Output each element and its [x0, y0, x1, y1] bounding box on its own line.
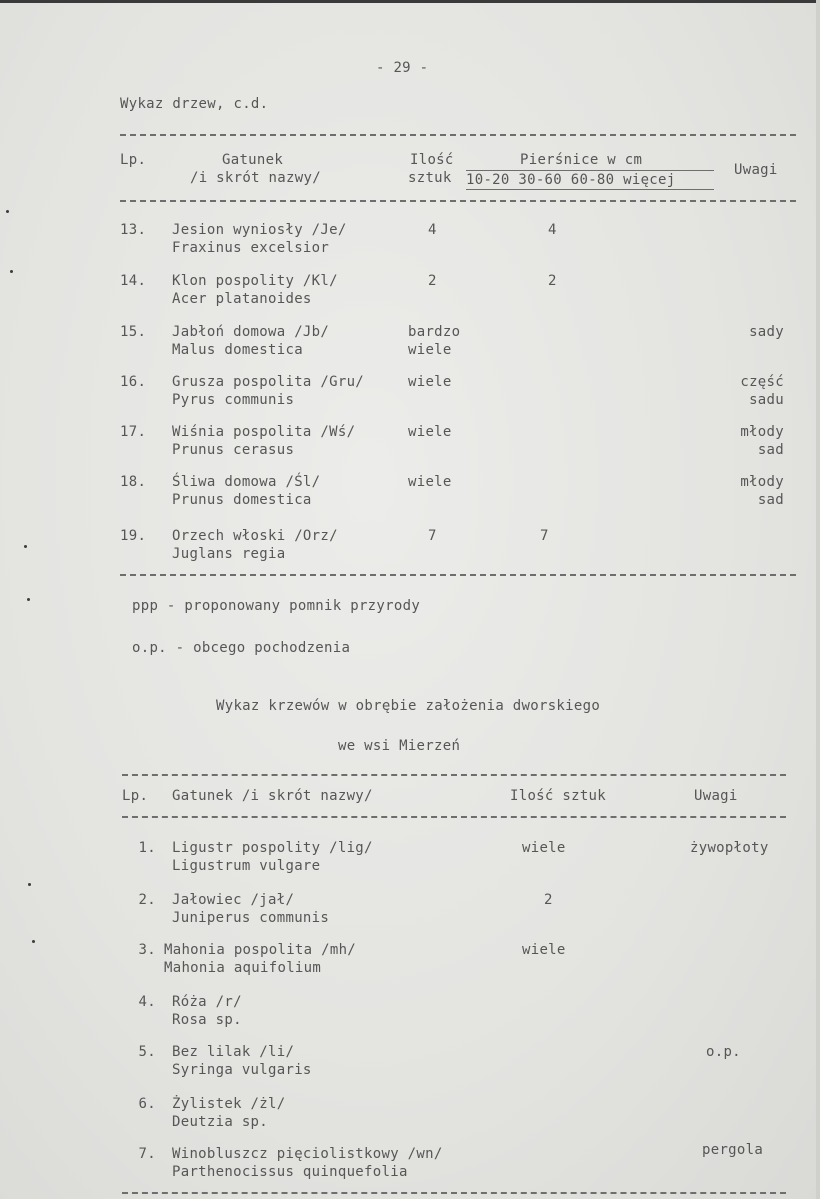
shrub-latin: Mahonia aquifolium — [164, 960, 322, 976]
species-latin: Malus domestica — [172, 342, 303, 358]
shrub-latin: Deutzia sp. — [172, 1114, 269, 1130]
shrub-name: Róża /r/ — [172, 994, 242, 1010]
shrub-latin: Parthenocissus quinquefolia — [172, 1164, 408, 1180]
table2-subtitle: we wsi Mierzeń — [338, 738, 461, 754]
table1-header-notes: Uwagi — [734, 162, 778, 178]
row-number: 5. — [138, 1044, 156, 1060]
shrub-latin: Juniperus communis — [172, 910, 330, 926]
table1-header-underline-2 — [466, 189, 714, 190]
species-name: Klon pospolity /Kl/ — [172, 273, 338, 289]
row-number: 3. — [138, 942, 156, 958]
row-note: pergola — [702, 1142, 764, 1158]
species-quantity-line2: wiele — [408, 342, 452, 358]
shrub-quantity: wiele — [522, 840, 566, 856]
species-name: Śliwa domowa /Śl/ — [172, 474, 321, 490]
species-name: Grusza pospolita /Gru/ — [172, 374, 365, 390]
table1-header-qty-unit: sztuk — [408, 170, 452, 186]
species-latin: Prunus cerasus — [172, 442, 295, 458]
table1-header-circumference: Pierśnice w cm — [520, 152, 643, 168]
species-latin: Acer platanoides — [172, 291, 312, 307]
species-latin: Prunus domestica — [172, 492, 312, 508]
species-quantity: 7 — [428, 528, 437, 544]
legend-ppp: ppp - proponowany pomnik przyrody — [132, 598, 421, 614]
species-quantity: wiele — [408, 374, 452, 390]
table1-caption: Wykaz drzew, c.d. — [120, 96, 269, 112]
row-number: 2. — [138, 892, 156, 908]
shrub-latin: Rosa sp. — [172, 1012, 242, 1028]
table1-header-ranges: 10-20 30-60 60-80 więcej — [466, 172, 676, 188]
margin-dot — [6, 210, 9, 213]
table1-header-species: Gatunek — [222, 152, 284, 168]
row-number: 13. — [120, 222, 147, 238]
row-note: młody — [740, 474, 784, 490]
row-number: 7. — [138, 1146, 156, 1162]
table2-header-species: Gatunek /i skrót nazwy/ — [172, 788, 373, 804]
shrub-name: Ligustr pospolity /lig/ — [172, 840, 373, 856]
shrub-name: Jałowiec /jał/ — [172, 892, 295, 908]
row-note: sady — [749, 324, 784, 340]
row-number: 19. — [120, 528, 147, 544]
row-note-line2: sad — [757, 492, 784, 508]
table1-header-underline — [466, 170, 714, 171]
species-latin: Pyrus communis — [172, 392, 295, 408]
shrub-quantity: wiele — [522, 942, 566, 958]
table1-bottom-rule — [120, 574, 796, 576]
margin-dot — [10, 270, 13, 273]
row-note-line2: sadu — [749, 392, 784, 408]
table1-header-rule — [120, 200, 796, 202]
page-number: - 29 - — [376, 60, 429, 76]
table2-title: Wykaz krzewów w obrębie założenia dworskiego — [216, 698, 601, 714]
row-number: 4. — [138, 994, 156, 1010]
species-latin: Juglans regia — [172, 546, 286, 562]
row-note: część — [740, 374, 784, 390]
shrub-name: Żylistek /żl/ — [172, 1096, 286, 1112]
row-number: 6. — [138, 1096, 156, 1112]
species-quantity: 4 — [428, 222, 437, 238]
table2-top-rule — [122, 774, 786, 776]
table1-header-qty: Ilość — [410, 152, 454, 168]
page-right-edge — [816, 0, 820, 1199]
row-note: o.p. — [706, 1044, 741, 1060]
row-number: 16. — [120, 374, 147, 390]
species-name: Orzech włoski /Orz/ — [172, 528, 338, 544]
row-note: młody — [740, 424, 784, 440]
circumference-value: 7 — [540, 528, 549, 544]
margin-dot — [32, 940, 35, 943]
species-quantity: wiele — [408, 474, 452, 490]
row-number: 15. — [120, 324, 147, 340]
table2-header-notes: Uwagi — [694, 788, 738, 804]
circumference-value: 4 — [548, 222, 557, 238]
shrub-name: Mahonia pospolita /mh/ — [164, 942, 357, 958]
table1-header-species-abbr: /i skrót nazwy/ — [190, 170, 321, 186]
row-number: 14. — [120, 273, 147, 289]
table1-header-lp: Lp. — [120, 152, 147, 168]
table1-top-rule — [120, 134, 796, 136]
species-quantity: wiele — [408, 424, 452, 440]
table2-bottom-rule — [122, 1192, 786, 1194]
shrub-quantity: 2 — [544, 892, 553, 908]
shrub-name: Winobluszcz pięciolistkowy /wn/ — [172, 1146, 443, 1162]
margin-dot — [27, 598, 30, 601]
margin-dot — [24, 545, 27, 548]
species-name: Wiśnia pospolita /Wś/ — [172, 424, 356, 440]
shrub-latin: Syringa vulgaris — [172, 1062, 312, 1078]
species-latin: Fraxinus excelsior — [172, 240, 330, 256]
row-number: 18. — [120, 474, 147, 490]
legend-op: o.p. - obcego pochodzenia — [132, 640, 351, 656]
shrub-latin: Ligustrum vulgare — [172, 858, 321, 874]
shrub-name: Bez lilak /li/ — [172, 1044, 295, 1060]
table2-header-lp: Lp. — [122, 788, 149, 804]
margin-dot — [28, 883, 31, 886]
page-top-edge — [0, 0, 820, 3]
species-name: Jesion wyniosły /Je/ — [172, 222, 347, 238]
row-note: żywopłoty — [690, 840, 769, 856]
row-number: 17. — [120, 424, 147, 440]
species-quantity: bardzo — [408, 324, 461, 340]
table2-header-rule — [122, 816, 786, 818]
species-quantity: 2 — [428, 273, 437, 289]
table2-header-qty: Ilość sztuk — [510, 788, 607, 804]
row-number: 1. — [138, 840, 156, 856]
row-note-line2: sad — [757, 442, 784, 458]
species-name: Jabłoń domowa /Jb/ — [172, 324, 330, 340]
circumference-value: 2 — [548, 273, 557, 289]
